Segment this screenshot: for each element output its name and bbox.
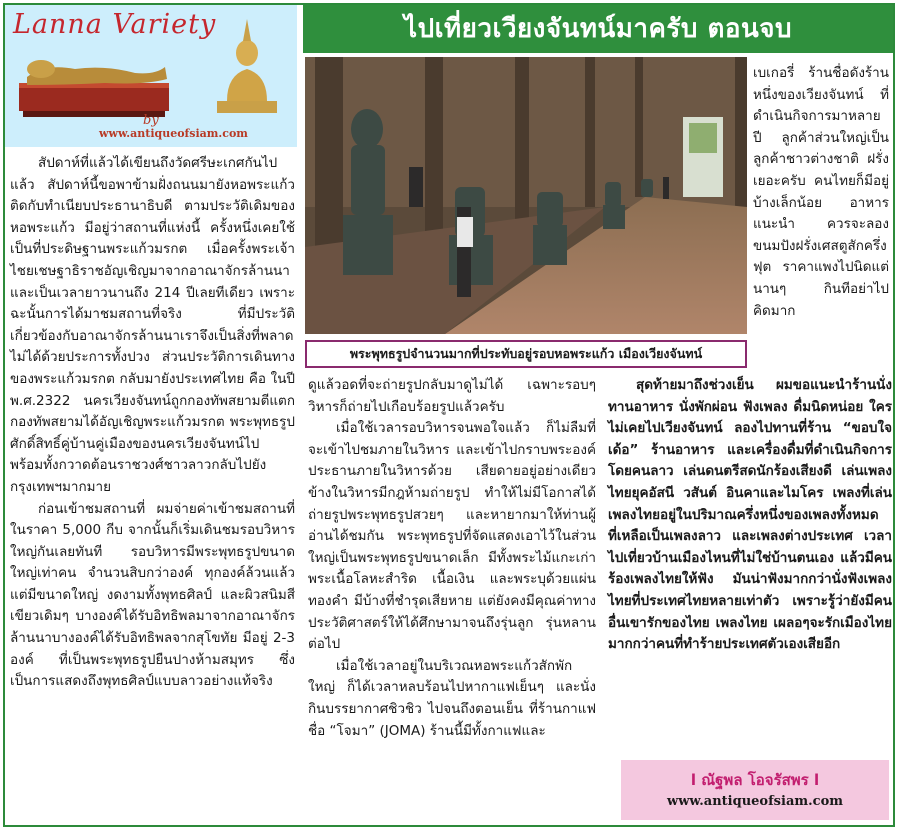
logo-title: Lanna Variety xyxy=(13,9,217,40)
paragraph: ดูแล้วอดที่จะถ่ายรูปกลับมาดูไม่ได้ เฉพาะรอบๆ วิหารก็ถ่ายไปเกือบร้อยรูปแล้วครับ xyxy=(308,377,596,415)
article-column-1 xyxy=(10,153,295,693)
author-url[interactable]: www.antiqueofsiam.com xyxy=(667,794,843,809)
paragraph: เมื่อใช้เวลารอบวิหารจนพอใจแล้ว ก็ไม่ลืมที่จะเข้าไปชมภายในวิหาร และเข้าไปกราบพระองค์ประธานภายในวิหารด้วย เสียดายอยู่อย่างเดียว ข้างในวิหารมีกฎห้ามถ่ายรูป ทำให้ไม่มีโอกาสได้ถ่ายรูปพระพุทธรูปสวยๆ และหายากมาให้ท่านผู้อ่านได้ชมกัน พระพุทธรูปที่จัดแสดงเอาไว้ในส่วนใหญ่เป็นพระพุทธรูปขนาดเล็ก มีทั้งพระไม้แกะเก่า พระเนื้อโลหะสำริด เนื้อเงิน และพระบุด้วยแผ่นทองคำ มีบ้างที่ชำรุดเสียหาย แต่ยังคงมีคุณค่าทางประวัติศาสตร์ให้ได้ศึกษามาจนถึงรุ่นลูก รุ่นหลานต่อไป xyxy=(308,420,596,653)
logo-url: www.antiqueofsiam.com xyxy=(99,127,248,140)
article-column-3: สุดท้ายมาถึงช่วงเย็น ผมขอแนะนำร้านนั่งทานอาหาร นั่งพักผ่อน ฟังเพลง ดื่มนิดหน่อย ใครไม่เคยไปเวียงจันทน์ ลองไปทานที่ร้าน “ขอบใจเด้อ” ร้านอาหาร และเครื่องดื่มที่ดำเนินกิจการโดยคนลาว เล่นดนตรีสดนักร้องเสียงดี เล่นเพลงไทยยุคอัสนี วสันต์ อินคาและไมโคร เพลงที่เล่นเพลงไทยอยู่ในปริมาณครึ่งหนึ่งของเพลงทั้งหมด ที่เหลือเป็นเพลงลาว และเพลงต่างประเทศ เวลาไปเที่ยวบ้านเมืองไหนที่ไม่ใช่บ้านตนเอง แล้วมีคนร้องเพลงไทยให้ฟัง มันน่าฟังมากกว่านั่งฟังเพลงไทยที่ประเทศไทยหลายเท่าตัว เพราะรู้ว่ายังมีคนอื่นเขารักของไทย เพลงไทย เผลอๆจะรักเมืองไทยมากกว่าคนที่ทำร้ายประเทศตัวเองเสียอีก xyxy=(608,377,892,653)
temple-corridor-photo xyxy=(305,57,747,334)
article-column-2 xyxy=(308,375,596,742)
paragraph: เมื่อใช้เวลาอยู่ในบริเวณหอพระแก้วสักพักใหญ่ ก็ได้เวลาหลบร้อนไปหากาแฟเย็นๆ และนั่งกินบรรยากาศชิวชิว ไปจนถึงตอนเย็น ที่ร้านกาแฟชื่อ “โจมา” (JOMA) ร้านนี้มีทั้งกาแฟและ xyxy=(308,657,596,739)
paragraph: ก่อนเข้าชมสถานที่ ผมจ่ายค่าเข้าชมสถานที่ในราคา 5,000 กีบ จากนั้นก็เริ่มเดินชมรอบวิหารใหญ่กันเลยทันที รอบวิหารมีพระพุทธรูปขนาดใหญ่เท่าคน จำนวนสิบกว่าองค์ ทุกองค์ล้วนแล้วแต่มีขนาดใหญ่ งดงามทั้งพุทธศิลป์ และผิวสนิมสีเขียวเดิมๆ บางองค์ได้รับอิทธิพลมาจากอาณาจักรล้านนาบางองค์ได้รับอิทธิพลจากสุโขทัย มีอยู่ 2-3 องค์ ที่เป็นพระพุทธรูปยืนปางห้ามสมุทร ซึ่งเป็นการแสดงถึงพุทธศิลป์แบบลาวอย่างแท้จริง xyxy=(10,500,295,690)
author-box xyxy=(621,760,889,820)
photo-illustration xyxy=(305,57,747,334)
article-headline: ไปเที่ยวเวียงจันทน์มาครับ ตอนจบ xyxy=(303,5,893,53)
photo-caption: พระพุทธรูปจำนวนมากที่ประทับอยู่รอบหอพระแก้ว เมืองเวียงจันทน์ xyxy=(305,340,747,368)
paragraph: สัปดาห์ที่แล้วได้เขียนถึงวัดศรีษะเกศกันไปแล้ว สัปดาห์นี้ขอพาข้ามฝั่งถนนมายังหอพระแก้ว ติดกับทำเนียบประธานาธิบดี ตามประวัติเดิมของหอพระแก้ว มีอยู่ว่าสถานที่แห่งนี้ ครั้งหนึ่งเคยใช้เป็นที่ประดิษฐานพระแก้วมรกต เมื่อครั้งพระเจ้าไชยเชษฐาธิราชอัญเชิญมาจากอาณาจักรล้านนา และเป็นเวลายาวนานถึง 214 ปีเลยทีเดียว เพราะฉะนั้นการได้มาชมสถานที่จริง ที่มีประวัติเกี่ยวข้องกับอาณาจักรล้านนาเราจึงเป็นสิ่งที่พลาดไม่ได้ด้วยประการทั้งปวง ส่วนประวัติการเดินทางของพระแก้วมรกต กลับมายังประเทศไทย คือ ในปี พ.ศ.2322 นครเวียงจันทน์ถูกกองทัพสยามตีแตก กองทัพสยามได้อัญเชิญพระแก้วมรกต พระพุทธรูปศักดิ์สิทธิ์คู่บ้านคู่เมืองของนครเวียงจันทน์ไป พร้อมทั้งกวาดต้อนราชวงศ์ชาวลาวกลับไปยังกรุงเทพฯมากมาย xyxy=(10,155,295,495)
article-column-3-top: เบเกอรี่ ร้านชื่อดังร้านหนึ่งของเวียงจันทน์ ที่ดำเนินกิจการมาหลายปี ลูกค้าส่วนใหญ่เป็นลูกค้าชาวต่างชาติ ฝรั่งเยอะครับ คนไทยก็มีอยู่บ้างเล็กน้อย อาหารแนะนำ ควรจะลองขนมปังฝรั่งเศสตูสักครึ่งฟุต ราคาแพงไปนิดแต่นานๆ กินทีอย่าไปคิดมาก xyxy=(753,65,889,319)
author-name: l ณัฐพล โอจรัสพร l xyxy=(690,771,820,789)
lanna-variety-logo xyxy=(5,5,297,147)
logo-by: by xyxy=(143,113,159,128)
